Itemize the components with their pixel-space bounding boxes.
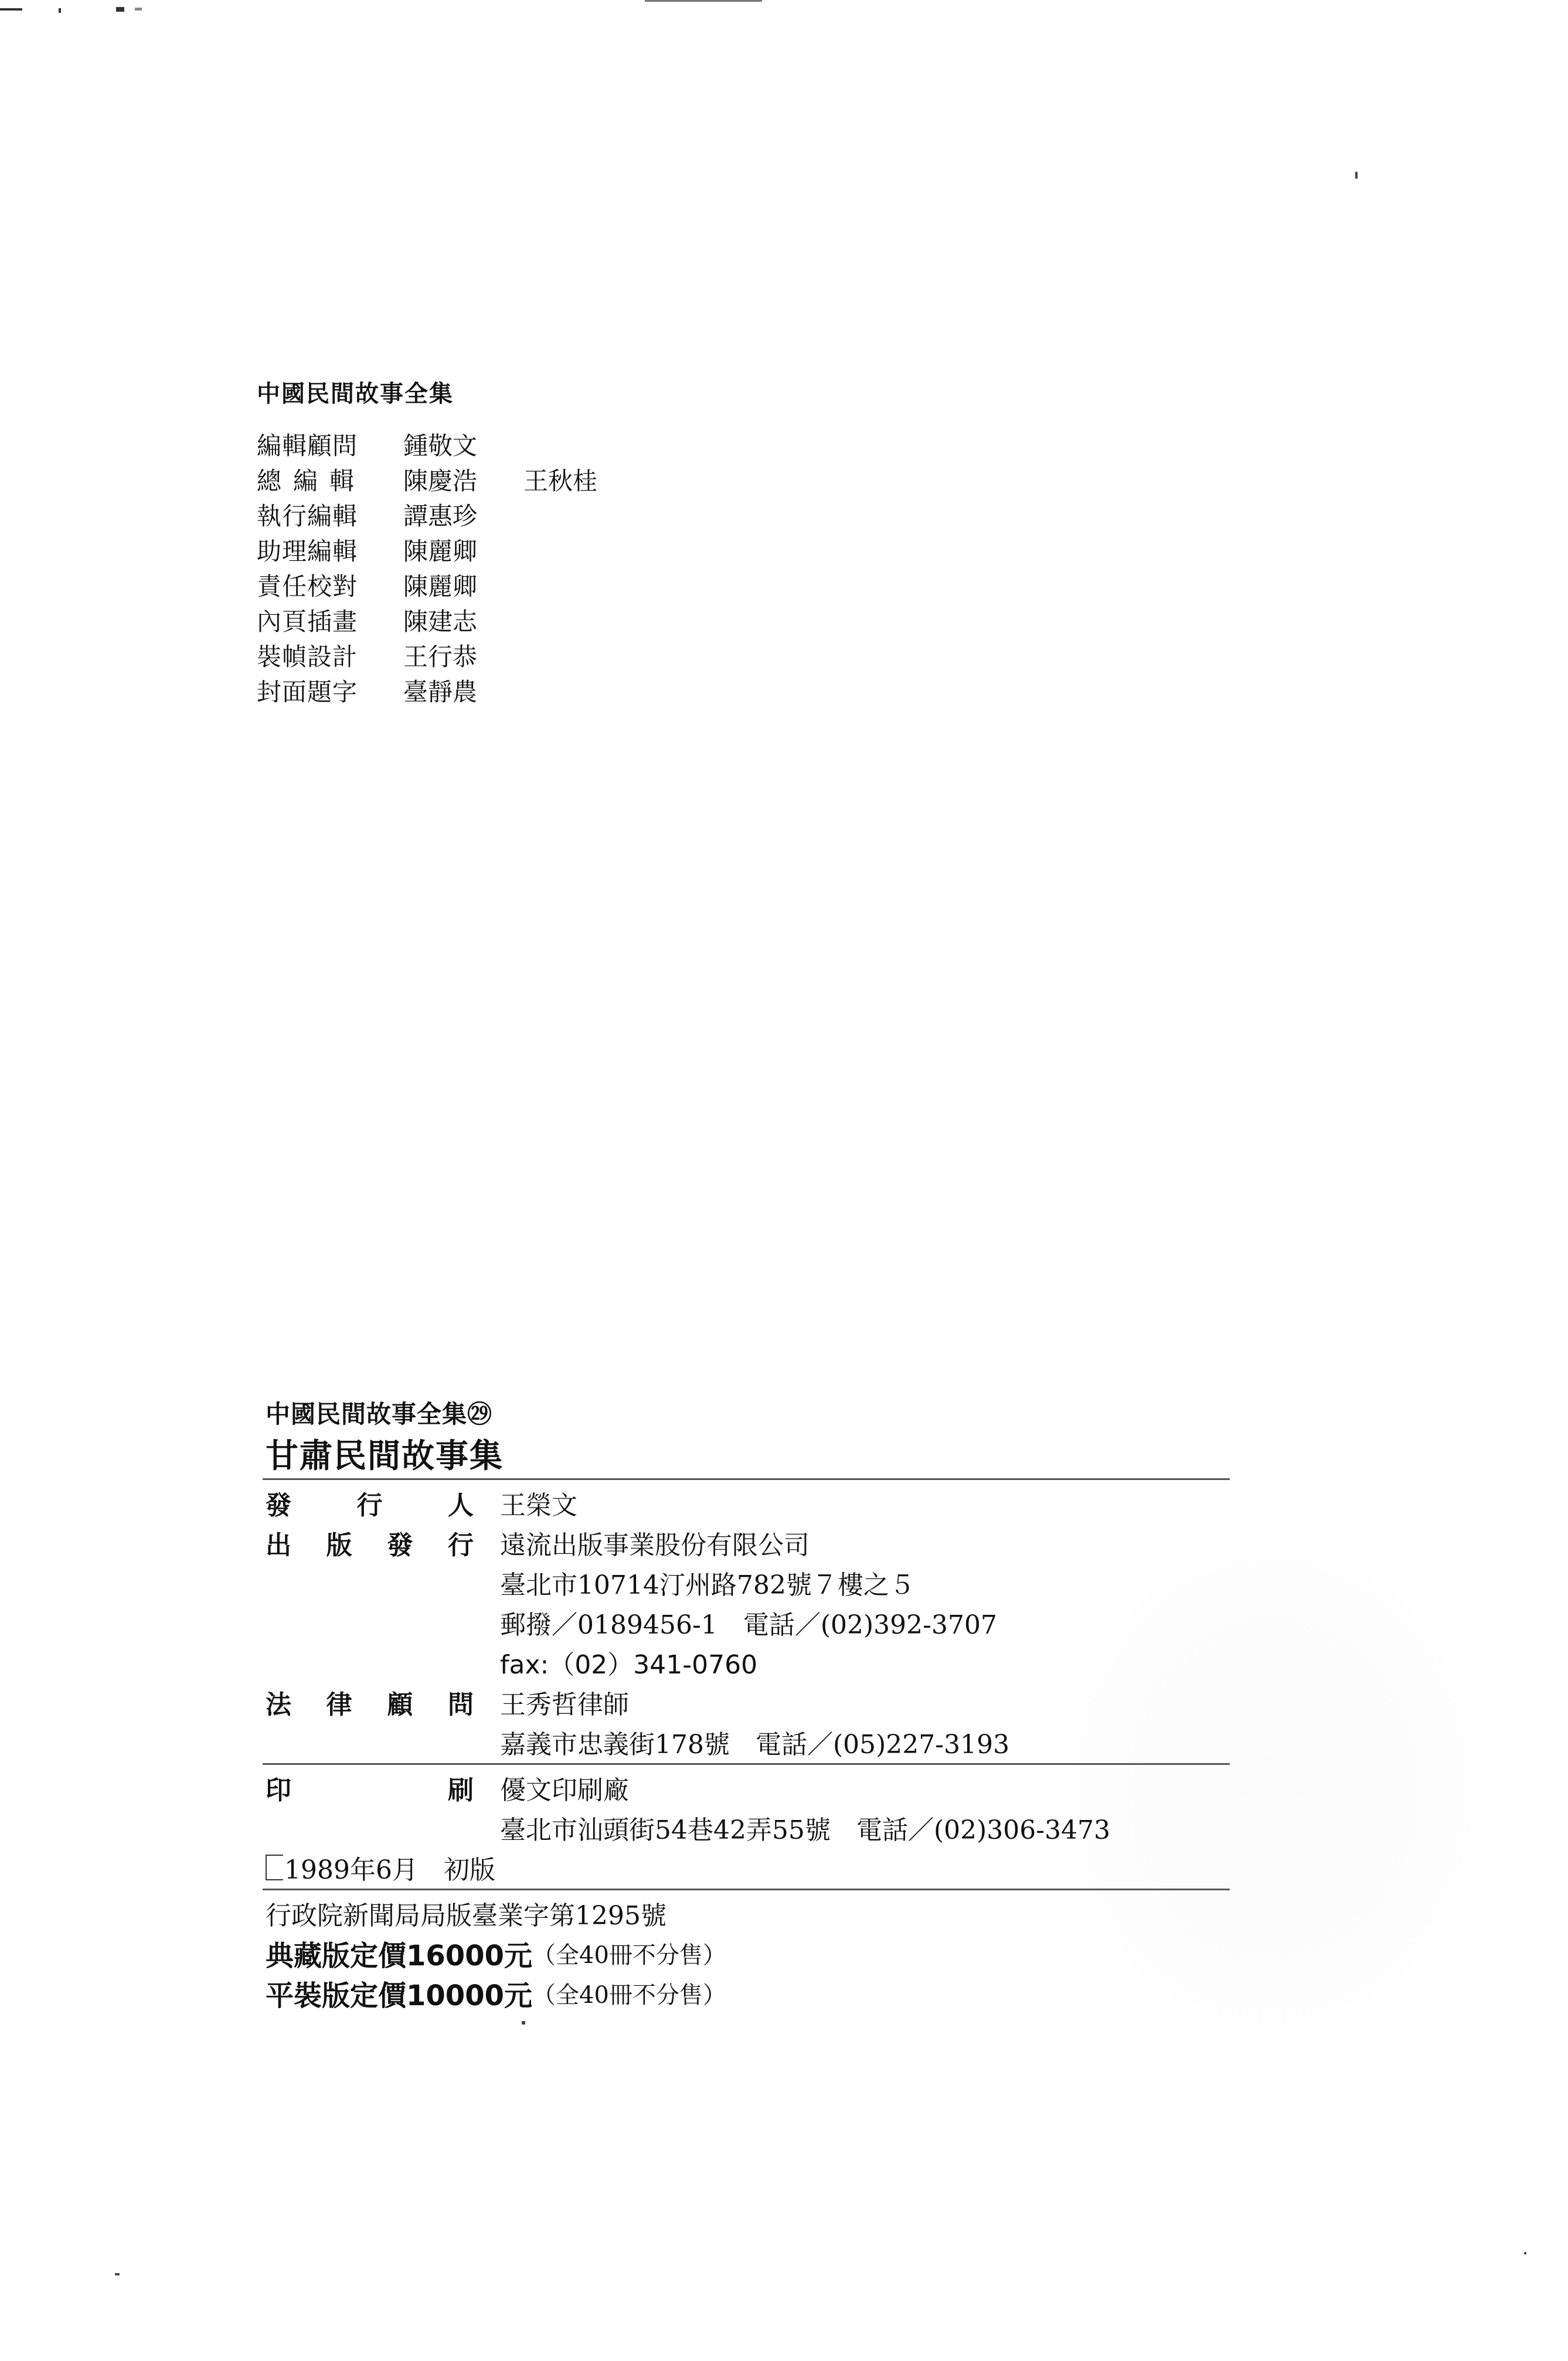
credit-name: 陳麗卿: [403, 572, 478, 601]
scan-artifact: [116, 7, 124, 12]
credit-row: [257, 603, 597, 638]
colophon-block-registration: [266, 1893, 726, 2013]
scan-speck: [115, 2273, 120, 2275]
credit-row: [257, 497, 597, 532]
credit-name: 臺靜農: [403, 678, 478, 706]
credit-name: 王行恭: [403, 642, 478, 671]
credit-name: 鍾敬文: [403, 431, 478, 460]
colophon-row: [266, 1768, 1110, 1808]
label-publisher-person: [266, 1484, 500, 1522]
label-char: 人: [448, 1491, 474, 1520]
label-char: 出: [266, 1530, 291, 1560]
label-char: 發: [387, 1530, 413, 1560]
scan-speck: [1355, 172, 1358, 179]
label-legal: [266, 1683, 500, 1721]
publisher-postal-phone: 郵撥／0189456-1 電話／(02)392-3707: [500, 1610, 997, 1640]
colophon-row: [266, 1563, 1009, 1603]
scan-artifact: [645, 0, 762, 2]
label-publisher: [266, 1524, 500, 1561]
price-note: （全40冊不分售）: [532, 1981, 726, 2009]
colophon-row: [266, 1848, 1110, 1887]
credit-name: 王秋桂: [523, 467, 598, 495]
publisher-person: 王榮文: [500, 1491, 577, 1520]
label-char: 版: [326, 1530, 352, 1560]
divider: [263, 1478, 1230, 1480]
printer-address-phone: 臺北市汕頭街54巷42弄55號 電話／(02)306-3473: [500, 1815, 1111, 1845]
price-paperback: 平裝版定價10000元: [266, 1979, 532, 2012]
printer-name: 優文印刷廠: [500, 1775, 629, 1805]
label-char: 律: [326, 1690, 352, 1720]
colophon-row: [266, 1523, 1009, 1563]
colophon-row: [266, 1808, 1110, 1848]
colophon-row: [266, 1933, 726, 1973]
series-title: 中國民間故事全集: [257, 380, 454, 407]
credit-row: [257, 673, 597, 708]
edition-bracket-icon: [266, 1855, 283, 1880]
credit-row: [257, 462, 597, 497]
book-title: 甘肅民間故事集: [266, 1437, 504, 1475]
colophon-row: [266, 1483, 1009, 1523]
colophon-row: [266, 1893, 726, 1933]
credit-role: 內頁插畫: [257, 607, 358, 636]
credit-role: 總編輯: [257, 467, 366, 495]
credit-role: 執行編輯: [257, 502, 358, 530]
scan-speck: [1524, 2252, 1526, 2254]
colophon-row: [266, 1722, 1009, 1762]
scan-artifact: [59, 8, 61, 13]
colophon-row: [266, 1682, 1009, 1722]
credit-row: [257, 427, 597, 462]
colophon-block-publisher: [266, 1483, 1009, 1762]
divider: [263, 1889, 1230, 1890]
credit-name: 陳建志: [403, 607, 478, 636]
price-deluxe: 典藏版定價16000元: [266, 1939, 532, 1972]
publisher-company: 遠流出版事業股份有限公司: [500, 1530, 809, 1560]
registration-number: 行政院新聞局局版臺業字第1295號: [266, 1901, 666, 1931]
credit-row: [257, 532, 597, 567]
credit-name: 陳麗卿: [403, 537, 478, 566]
credit-role: 裝幀設計: [257, 642, 358, 671]
faint-watermark: [1067, 1547, 1477, 2028]
edition: 1989年6月 初版: [284, 1855, 495, 1885]
label-char: 行: [447, 1530, 474, 1560]
credit-role: 助理編輯: [257, 537, 358, 566]
colophon-row: [266, 1973, 726, 2013]
credit-row: [257, 638, 597, 673]
credits-list: [257, 427, 597, 708]
label-char: 顧: [387, 1690, 413, 1720]
divider: [263, 1763, 1230, 1765]
credit-role: 封面題字: [257, 678, 358, 706]
price-note: （全40冊不分售）: [532, 1941, 726, 1969]
scan-speck: [522, 2021, 525, 2025]
credit-row: [257, 567, 597, 603]
scan-artifact: [135, 8, 142, 11]
label-char: 行: [356, 1491, 383, 1520]
credit-role: 編輯顧問: [257, 431, 358, 460]
publisher-fax: fax:（02）341-0760: [500, 1650, 758, 1680]
credit-name: 譚惠珍: [403, 502, 478, 530]
credit-role: 責任校對: [257, 572, 358, 601]
publisher-address: 臺北市10714汀州路782號７樓之５: [500, 1570, 915, 1600]
label-char: 刷: [448, 1775, 474, 1805]
legal-address-phone: 嘉義市忠義街178號 電話／(05)227-3193: [500, 1730, 1010, 1760]
credit-name: 陳慶浩: [403, 467, 478, 495]
scan-artifact: [0, 8, 22, 11]
series-volume-title: 中國民間故事全集㉙: [266, 1400, 493, 1428]
label-char: 問: [447, 1690, 474, 1720]
label-char: 印: [266, 1775, 291, 1805]
label-printer: [266, 1769, 500, 1807]
colophon-row: [266, 1603, 1009, 1642]
colophon-row: [266, 1642, 1009, 1682]
label-char: 發: [266, 1491, 291, 1520]
label-char: 法: [266, 1690, 291, 1720]
colophon-block-printer: [266, 1768, 1110, 1887]
legal-name: 王秀哲律師: [500, 1690, 629, 1720]
